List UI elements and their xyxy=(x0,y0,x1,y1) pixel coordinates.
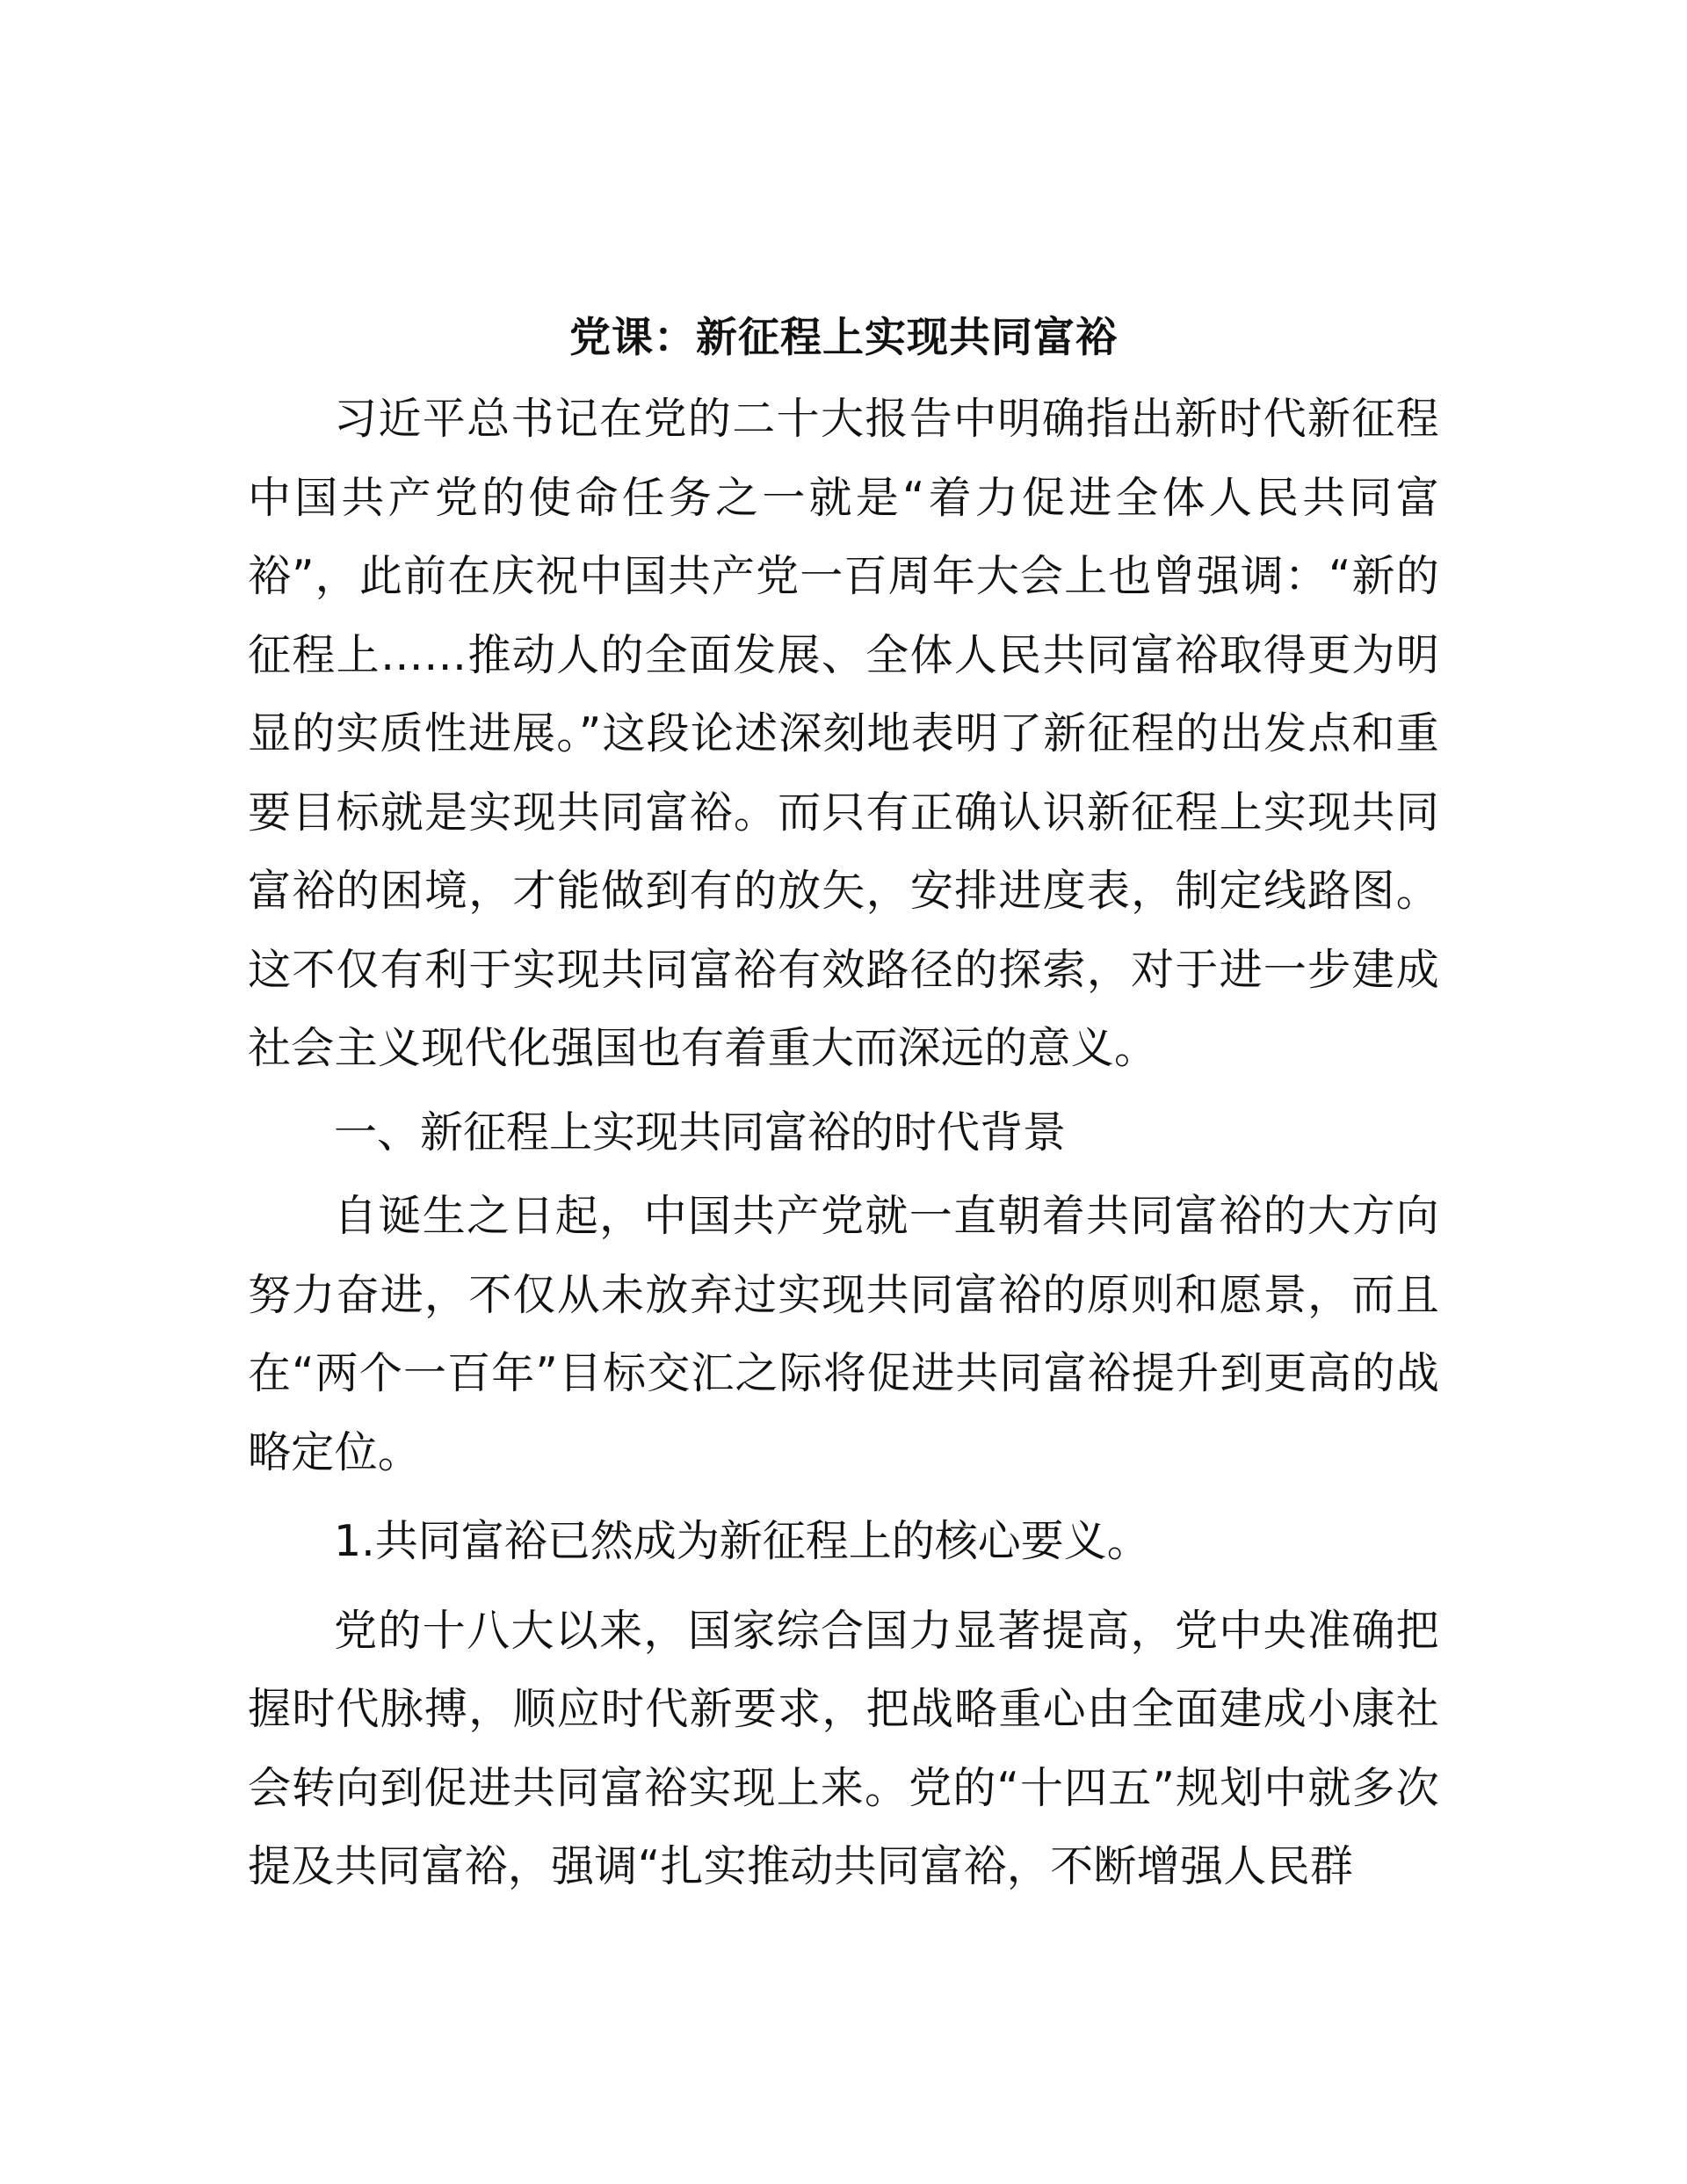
document-body xyxy=(248,299,1439,1906)
section-heading: 一、新征程上实现共同富裕的时代背景 xyxy=(334,1107,1067,1157)
subsection-heading: 1.共同富裕已然成为新征程上的核心要义。 xyxy=(334,1516,1150,1566)
background-paragraph: 自诞生之日起，中国共产党就一直朝着共同富裕的大方向努力奋进，不仅从未放弃过实现共同富裕的原则和愿景，而且在“两个一百年”目标交汇之际将促进共同富裕提升到更高的战略定位。 xyxy=(248,1191,1439,1477)
document-title: 党课：新征程上实现共同富裕 xyxy=(569,314,1118,362)
core-paragraph: 党的十八大以来，国家综合国力显著提高，党中央准确把握时代脉搏，顺应时代新要求，把战略重心由全面建成小康社会转向到促进共同富裕实现上来。党的“十四五”规划中就多次提及共同富裕，强调“扎实推动共同富裕，不断增强人民群 xyxy=(248,1605,1439,1891)
intro-paragraph: 习近平总书记在党的二十大报告中明确指出新时代新征程中国共产党的使命任务之一就是“着力促进全体人民共同富裕”，此前在庆祝中国共产党一百周年大会上也曾强调：“新的征程上……推动人的全面发展、全体人民共同富裕取得更为明显的实质性进展。”这段论述深刻地表明了新征程的出发点和重要目标就是实现共同富裕。而只有正确认识新征程上实现共同富裕的困境，才能做到有的放矢，安排进度表，制定线路图。这不仅有利于实现共同富裕有效路径的探索，对于进一步建成社会主义现代化强国也有着重大而深远的意义。 xyxy=(248,394,1439,1073)
